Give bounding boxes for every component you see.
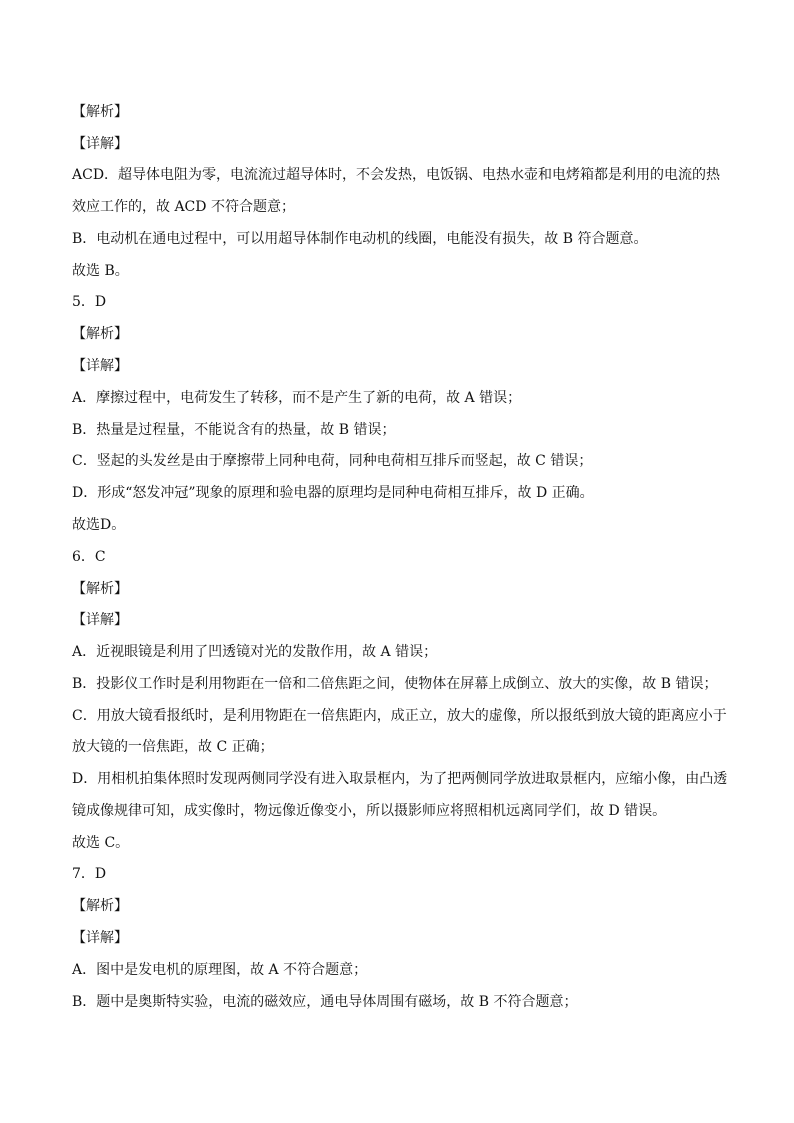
question-number: 7．D (72, 866, 107, 882)
answer-line: C．竖起的头发丝是由于摩擦带上同种电荷，同种电荷相互排斥而竖起，故 C 错误； (72, 453, 593, 469)
answer-line: 镜成像规律可知，成实像时，物远像近像变小，所以摄影师应将照相机远离同学们，故 D 错误。 (72, 803, 667, 819)
answer-line: 效应工作的，故 ACD 不符合题意； (72, 199, 295, 215)
answer-line: A．摩擦过程中，电荷发生了转移，而不是产生了新的电荷，故 A 错误； (72, 390, 522, 406)
question-number: 6．C (72, 549, 106, 565)
answer-line: B．电动机在通电过程中，可以用超导体制作电动机的线圈，电能没有损失，故 B 符合题意。 (72, 231, 648, 247)
section-label-analysis: 【解析】 (72, 104, 128, 120)
answer-line: D．形成“怒发冲冠”现象的原理和验电器的原理均是同种电荷相互排斥，故 D 正确。 (72, 485, 594, 501)
conclusion-line: 故选 C。 (72, 835, 130, 851)
section-label-detail: 【详解】 (72, 358, 128, 374)
section-label-detail: 【详解】 (72, 612, 128, 628)
answer-line: ACD．超导体电阻为零，电流流过超导体时，不会发热，电饭锅、电热水壶和电烤箱都是利用的电流的热 (72, 167, 721, 183)
answer-line: 放大镜的一倍焦距，故 C 正确； (72, 739, 274, 755)
answer-line: B．投影仪工作时是利用物距在一倍和二倍焦距之间，使物体在屏幕上成倒立、放大的实像，故 B 错误； (72, 676, 718, 692)
conclusion-line: 故选 B。 (72, 263, 129, 279)
section-label-analysis: 【解析】 (72, 581, 128, 597)
section-label-analysis: 【解析】 (72, 326, 128, 342)
conclusion-line: 故选D。 (72, 517, 126, 533)
section-label-detail: 【详解】 (72, 930, 128, 946)
answer-line: B．题中是奥斯特实验，电流的磁效应，通电导体周围有磁场，故 B 不符合题意； (72, 994, 578, 1010)
question-number: 5．D (72, 294, 107, 310)
answer-line: A．图中是发电机的原理图，故 A 不符合题意； (72, 962, 368, 978)
answer-line: D．用相机拍集体照时发现两侧同学没有进入取景框内，为了把两侧同学放进取景框内，应缩小像，由凸透 (72, 771, 728, 787)
section-label-detail: 【详解】 (72, 136, 128, 152)
section-label-analysis: 【解析】 (72, 898, 128, 914)
answer-line: A．近视眼镜是利用了凹透镜对光的发散作用，故 A 错误； (72, 644, 438, 660)
answer-line: C．用放大镜看报纸时，是利用物距在一倍焦距内，成正立，放大的虚像，所以报纸到放大镜的距离应小于 (72, 708, 727, 724)
answer-line: B．热量是过程量，不能说含有的热量，故 B 错误； (72, 422, 396, 438)
